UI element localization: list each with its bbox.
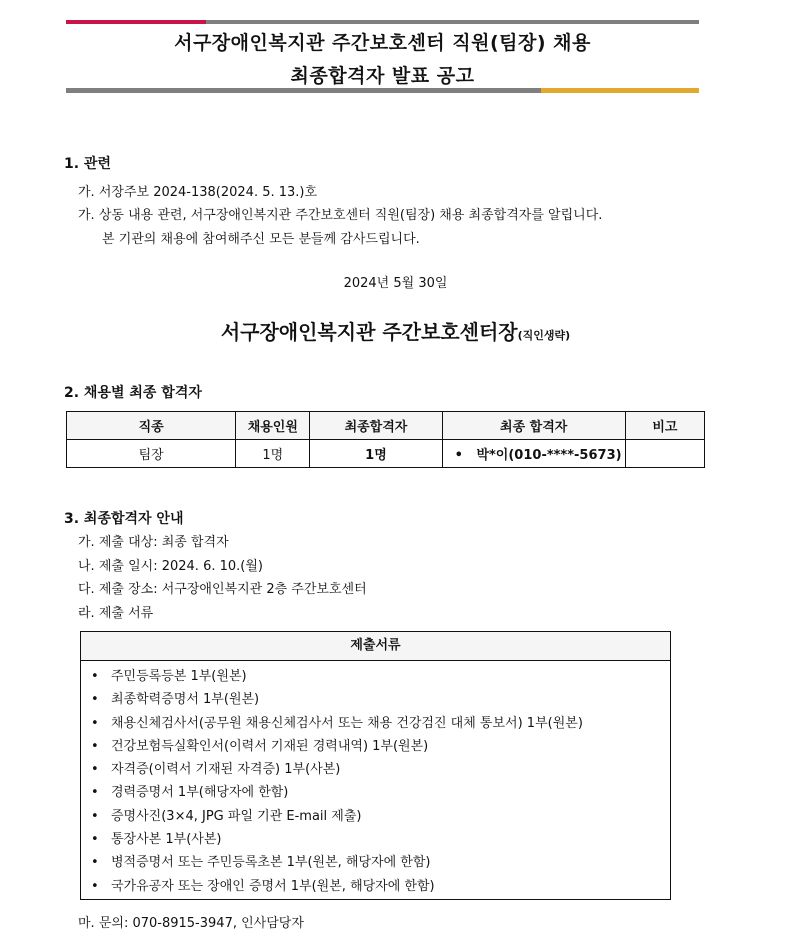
table-row xyxy=(67,440,705,468)
header-bottom-rule xyxy=(66,88,699,93)
contact-line xyxy=(78,912,304,931)
bullet-icon: • xyxy=(91,855,99,871)
guide-item xyxy=(78,531,229,550)
guide-item xyxy=(78,555,263,574)
guide-text: 제출 장소: 서구장애인복지관 2층 주간보호센터 xyxy=(98,582,367,597)
guide-prefix: 가. xyxy=(78,535,95,550)
guide-prefix: 나. xyxy=(78,559,95,574)
list-item xyxy=(81,828,670,851)
bullet-icon: • xyxy=(454,448,463,463)
list-item xyxy=(81,781,670,804)
page-title-line1: 서구장애인복지관 주간보호센터 직원(팀장) 채용 xyxy=(174,32,591,54)
list-item xyxy=(81,758,670,781)
document-text: 경력증명서 1부(해당자에 한함) xyxy=(111,785,289,801)
guide-prefix: 다. xyxy=(78,582,95,597)
list-item xyxy=(81,688,670,711)
guide-text: 제출 대상: 최종 합격자 xyxy=(98,535,229,550)
list-item xyxy=(81,712,670,735)
documents-header: 제출서류 xyxy=(81,632,670,661)
documents-box xyxy=(80,631,671,900)
bullet-icon: • xyxy=(91,832,99,848)
bullet-icon: • xyxy=(91,808,99,824)
contact-text: 문의: 070-8915-3947, 인사담당자 xyxy=(98,916,304,931)
document-text: 병적증명서 또는 주민등록초본 1부(원본, 해당자에 한함) xyxy=(111,855,431,871)
document-text: 통장사본 1부(사본) xyxy=(111,832,222,848)
rule-accent-red xyxy=(66,20,206,24)
document-text: 최종학력증명서 1부(원본) xyxy=(111,692,260,708)
col-header-openings: 채용인원 xyxy=(236,412,310,440)
bullet-icon: • xyxy=(91,762,99,778)
list-item xyxy=(81,665,670,688)
col-header-job: 직종 xyxy=(67,412,236,440)
document-text: 국가유공자 또는 장애인 증명서 1부(원본, 해당자에 한함) xyxy=(111,878,435,894)
col-header-final-count: 최종합격자 xyxy=(310,412,442,440)
cell-note xyxy=(625,440,704,468)
final-hires-table xyxy=(66,411,705,468)
document-text: 주민등록등본 1부(원본) xyxy=(111,669,247,684)
bullet-icon: • xyxy=(91,692,99,708)
col-header-note: 비고 xyxy=(625,412,704,440)
issuer-name: 서구장애인복지관 주간보호센터장 xyxy=(220,320,518,344)
documents-list xyxy=(81,661,670,898)
col-header-candidate: 최종 합격자 xyxy=(442,412,625,440)
document-text: 건강보험득실확인서(이력서 기재된 경력내역) 1부(원본) xyxy=(111,738,429,754)
section2-heading: 2. 채용별 최종 합격자 xyxy=(64,385,202,401)
cell-candidate xyxy=(442,440,625,468)
contact-prefix: 마. xyxy=(78,916,95,931)
section1-body-line1 xyxy=(78,204,602,223)
body-prefix: 가. xyxy=(78,208,95,223)
rule-gray xyxy=(206,20,699,24)
table-header-row xyxy=(67,412,705,440)
cell-final-count: 1명 xyxy=(310,440,442,468)
guide-item xyxy=(78,578,367,597)
list-item xyxy=(81,805,670,828)
notice-issuer xyxy=(0,316,791,345)
header-top-rule xyxy=(66,20,699,24)
section1-body-line2: 본 기관의 채용에 참여해주신 모든 분들께 감사드립니다. xyxy=(102,232,420,247)
document-text: 자격증(이력서 기재된 자격증) 1부(사본) xyxy=(111,762,341,778)
body-text-1: 상동 내용 관련, 서구장애인복지관 주간보호센터 직원(팀장) 채용 최종합격자를 알립니다. xyxy=(98,208,603,223)
cell-job: 팀장 xyxy=(67,440,236,468)
list-item xyxy=(81,851,670,874)
rule-gray xyxy=(66,88,541,93)
document-text: 채용신체검사서(공무원 채용신체검사서 또는 채용 건강검진 대체 통보서) 1부(원본) xyxy=(111,715,583,731)
ref-text: 서장주보 2024-138(2024. 5. 13.)호 xyxy=(98,185,318,200)
issuer-seal-note: (직인생략) xyxy=(517,329,571,342)
bullet-icon: • xyxy=(91,715,99,731)
rule-accent-gold xyxy=(541,88,699,93)
list-item xyxy=(81,735,670,758)
bullet-icon: • xyxy=(91,669,99,684)
guide-item xyxy=(78,602,153,621)
section3-heading: 3. 최종합격자 안내 xyxy=(64,511,184,527)
bullet-icon: • xyxy=(91,738,99,754)
candidate-name: 박*이(010-****-5673) xyxy=(476,448,622,463)
guide-text: 제출 서류 xyxy=(98,606,154,621)
list-item xyxy=(81,875,670,898)
section1-reference xyxy=(78,181,317,200)
ref-prefix: 가. xyxy=(78,185,95,200)
notice-date: 2024년 5월 30일 xyxy=(343,276,448,291)
cell-openings: 1명 xyxy=(236,440,310,468)
section1-heading: 1. 관련 xyxy=(64,156,111,172)
bullet-icon: • xyxy=(91,878,99,894)
guide-text: 제출 일시: 2024. 6. 10.(월) xyxy=(98,559,263,574)
guide-prefix: 라. xyxy=(78,606,95,621)
bullet-icon: • xyxy=(91,785,99,801)
page-title-line2: 최종합격자 발표 공고 xyxy=(290,65,475,87)
document-text: 증명사진(3×4, JPG 파일 기관 E-mail 제출) xyxy=(111,808,362,824)
